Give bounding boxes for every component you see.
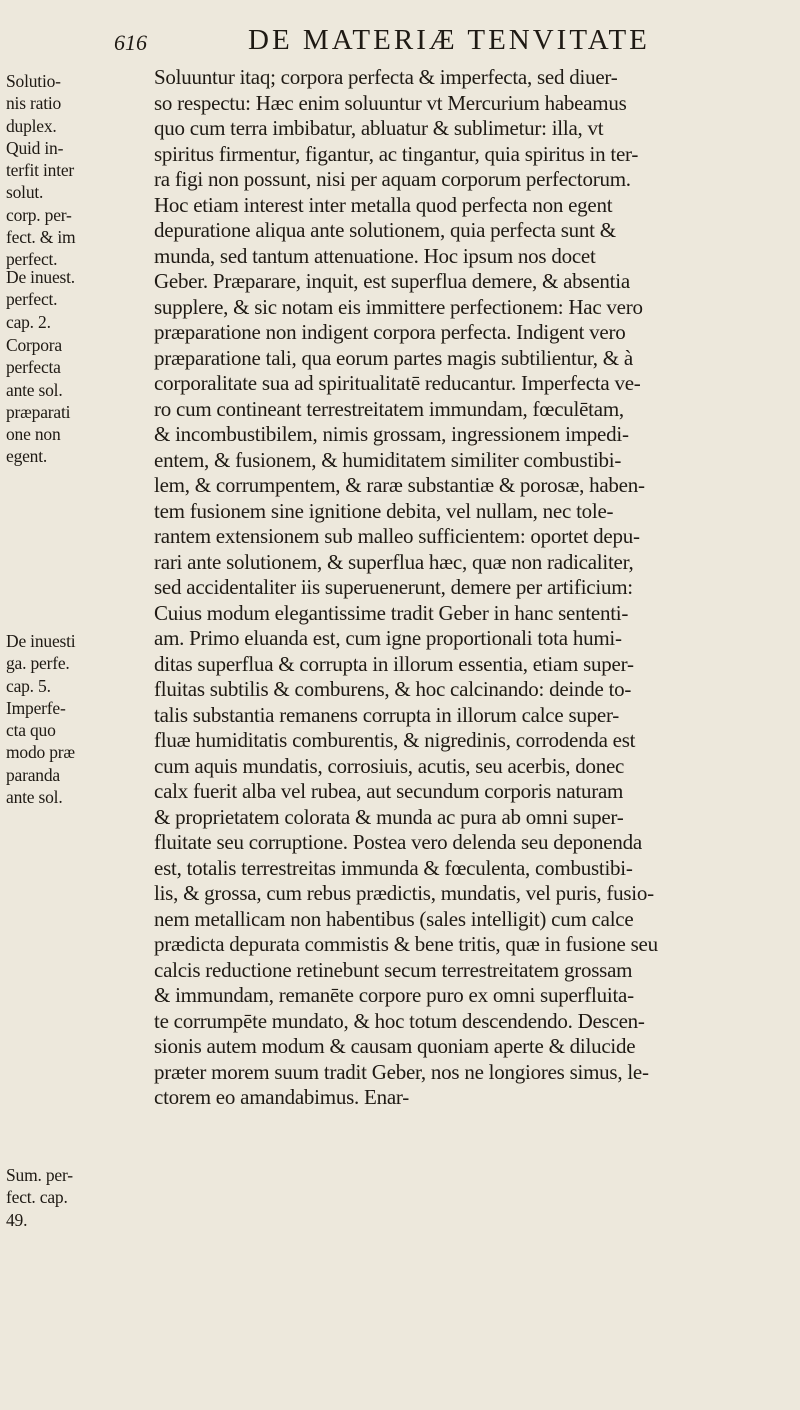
text-line: am. Primo eluanda est, cum igne proportionali tota humi- — [154, 626, 622, 650]
margin-note-text: Solutio- nis ratio duplex. Quid in- terfit inter solut. corp. per- fect. & im perfect. — [6, 71, 76, 270]
text-line: te corrumpēte mundato, & hoc totum descendendo. Descen- — [154, 1008, 645, 1033]
text-line: præter morem suum tradit Geber, nos ne longiores simus, le- — [154, 1059, 649, 1084]
text-line: Soluuntur itaq; corpora perfecta & imperfecta, sed diuer- — [154, 65, 618, 89]
text-line: præparatione non indigent corpora perfecta. Indigent vero — [154, 320, 626, 344]
text-line: talis substantia remanens corrupta in illorum calce super- — [154, 702, 620, 727]
text-line: rari ante solutionem, & superflua hæc, quæ non radicaliter, — [154, 549, 634, 574]
text-line: fluitate seu corruptione. Postea vero delenda seu deponenda — [154, 830, 642, 854]
text-line: ra figi non possunt, nisi per aquam corporum perfectorum. — [154, 167, 631, 191]
text-line: so respectu: Hæc enim soluuntur vt Mercurium habeamus — [154, 90, 627, 115]
text-line: tem fusionem sine ignitione debita, vel nullam, nec tole- — [154, 498, 614, 523]
margin-note — [6, 1164, 156, 1231]
text-line: Geber. Præparare, inquit, est superflua demere, & absentia — [154, 269, 630, 293]
margin-note — [6, 70, 156, 271]
text-line: fluitas subtilis & comburens, & hoc calcinando: deinde to- — [154, 677, 632, 701]
margin-note — [6, 266, 156, 333]
text-line: prædicta depurata commistis & bene tritis, quæ in fusione seu — [154, 932, 658, 956]
text-line: præparatione tali, qua eorum partes magis subtilientur, & à — [154, 345, 633, 370]
text-line: calcis reductione retinebunt secum terrestreitatem grossam — [154, 957, 633, 982]
running-title: DE MATERIÆ TENVITATE — [248, 24, 650, 56]
text-line: fluæ humiditatis comburentis, & nigredinis, corrodenda est — [154, 728, 636, 752]
text-line: nem metallicam non habentibus (sales intelligit) cum calce — [154, 906, 634, 931]
text-line: sed accidentaliter iis superuenerunt, demere per artificium: — [154, 575, 633, 599]
margin-note — [6, 334, 156, 468]
text-line: Cuius modum elegantissime tradit Geber in hanc sententi- — [154, 600, 629, 625]
text-line: ditas superflua & corrupta in illorum essentia, etiam super- — [154, 651, 634, 676]
text-line: Hoc etiam interest inter metalla quod perfecta non egent — [154, 192, 613, 217]
margin-note-text: Sum. per- fect. cap. 49. — [6, 1165, 73, 1230]
text-line: & proprietatem colorata & munda ac pura ab omni super- — [154, 804, 624, 829]
text-line: ro cum contineant terrestreitatem immundam, fœculētam, — [154, 396, 624, 421]
margin-note-text: De inuest. perfect. cap. 2. — [6, 267, 75, 332]
text-line: corporalitate sua ad spiritualitatē reducantur. Imperfecta ve- — [154, 371, 641, 395]
margin-note — [6, 630, 156, 808]
margin-note-text: Corpora perfecta ante sol. præparati one non egent. — [6, 335, 71, 467]
text-line: rantem extensionem sub malleo sufficientem: oportet depu- — [154, 524, 640, 548]
text-line: spiritus firmentur, figantur, ac tingantur, quia spiritus in ter- — [154, 141, 639, 166]
page-header — [0, 22, 800, 62]
text-line: calx fuerit alba vel rubea, aut secundum corporis naturam — [154, 779, 624, 803]
text-line: sionis autem modum & causam quoniam aperte & dilucide — [154, 1034, 636, 1058]
text-line: supplere, & sic notam eis immittere perfectionem: Hac vero — [154, 294, 643, 319]
margin-note-text: De inuesti ga. perfe. cap. 5. Imperfe- cta quo modo præ paranda ante sol. — [6, 631, 76, 808]
text-line: & immundam, remanēte corpore puro ex omni superfluita- — [154, 983, 634, 1007]
text-line: cum aquis mundatis, corrosiuis, acutis, seu acerbis, donec — [154, 753, 625, 778]
text-line: lis, & grossa, cum rebus prædictis, mundatis, vel puris, fusio- — [154, 881, 654, 905]
text-line: lem, & corrumpentem, & raræ substantiæ & porosæ, haben- — [154, 473, 645, 497]
page-number: 616 — [114, 30, 147, 55]
text-line: quo cum terra imbibatur, abluatur & sublimetur: illa, vt — [154, 116, 604, 140]
text-line: & incombustibilem, nimis grossam, ingressionem impedi- — [154, 422, 629, 446]
text-line: munda, sed tantum attenuatione. Hoc ipsum nos docet — [154, 243, 596, 268]
text-line: ctorem eo amandabimus. Enar- — [154, 1085, 409, 1109]
text-line: entem, & fusionem, & humiditatem similiter combustibi- — [154, 447, 622, 472]
main-text — [154, 65, 794, 1111]
text-line: depuratione aliqua ante solutionem, quia perfecta sunt & — [154, 218, 616, 242]
text-line: est, totalis terrestreitas immunda & fœculenta, combustibi- — [154, 855, 633, 880]
